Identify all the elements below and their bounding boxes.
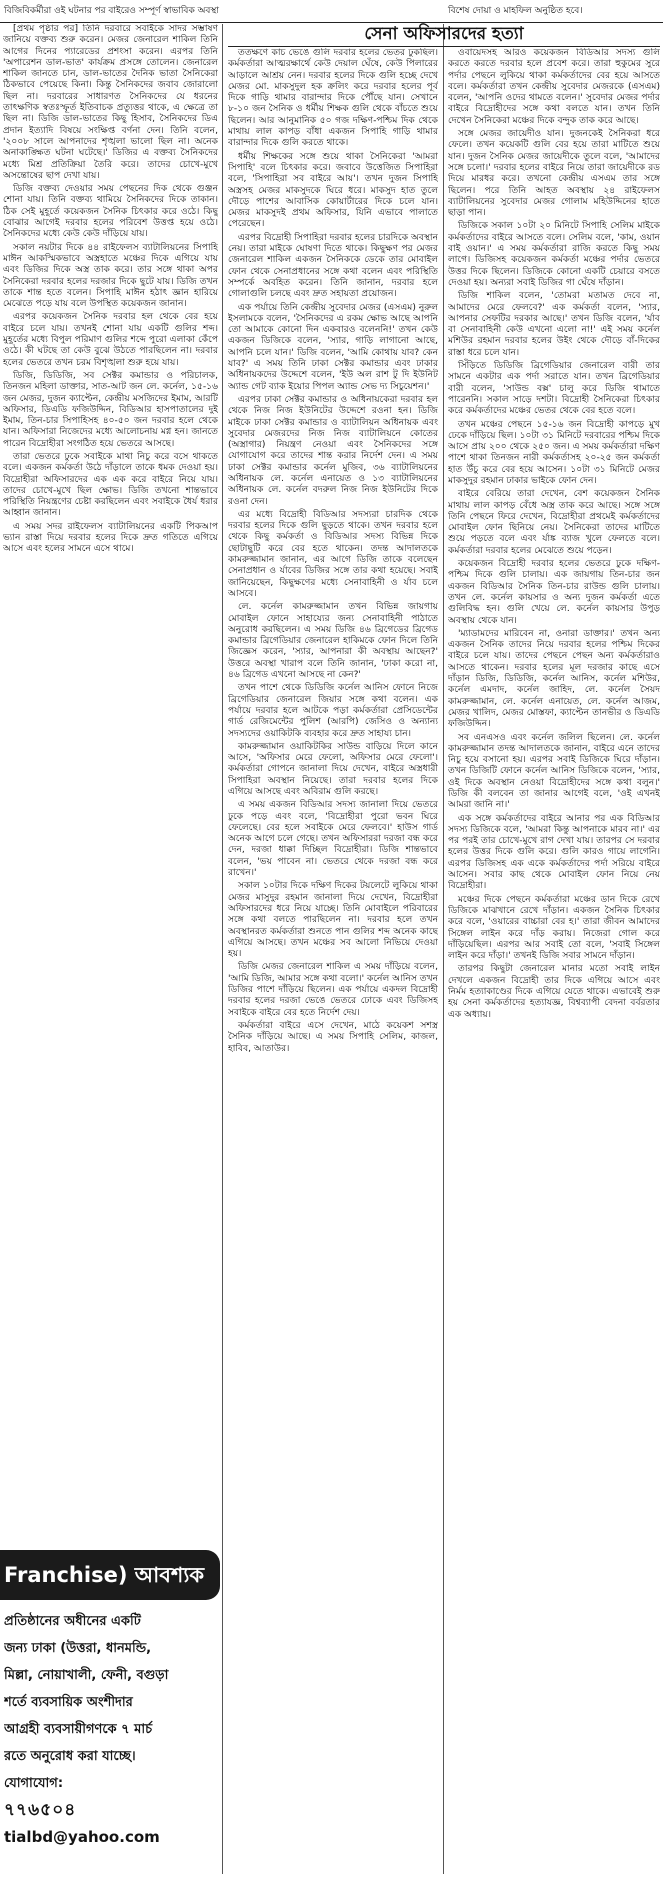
- paragraph: সকাল নয়টার দিকে ৪৪ রাইফেলস ব্যাটালিয়নের সিপাহি মাঈন আকস্মিকভাবে অস্ত্রহাতে মঞ্চের দিকে এগিয়ে যায় এবং ডিজির দিকে অস্ত্র তাক করে। তার সঙ্গে থাকা অপর সৈনিকেরা দরবার হলের দরজার দিকে ছুটে যায়। ডিজি তখন তাকে শান্ত হতে বলেন। সিপাহি মাঈন হঠাৎ জ্ঞান হারিয়ে মেঝেতে পড়ে যায় বলে উপস্থিত কয়েকজন জানান।: [3, 242, 218, 310]
- paragraph: কয়েকজন বিদ্রোহী দরবার হলের ভেতরে ঢুকে দক্ষিণ-পশ্চিম দিকে গুলি চালায়। এক জায়গায় তিন-চার জন একজন বিডিআর সৈনিক তিন-চার রাউন্ড গুলি চালায়। তখন লে. কর্নেল কায়সার ও অন্য দুজন কর্মকর্তা এতে গুলিবিদ্ধ হন। গুলি খেয়ে লে. কর্নেল কায়সার উপুড় অবস্থায় থেকে যান।: [448, 559, 660, 626]
- paragraph: সঙ্গে মেজর জায়েদীও যান। দুজনকেই সৈনিকরা ধরে ফেলে। তখন কয়েকটি গুলি বের হয়ে তারা মাটিতে শুয়ে যান। দুজন সৈনিক মেজর জায়েদীকে তুলে বলে, 'আমাদের সঙ্গে চলো।' দরবার হলের বাইরে নিয়ে তারা জায়েদীকে রড দিয়ে মারধর করে। তখনো কেন্দ্রীয় এসএম তার সঙ্গে ছিলেন। পরে তিনি আহত অবস্থায় ২৪ রাইফেলস ব্যাটালিয়নের সুবেদার মেজর গোলাম মহিউদ্দিনের হাতে ছাড়া পান।: [448, 129, 660, 219]
- paragraph: এ সময় একজন বিডিআর সদস্য জানালা দিয়ে ভেতরে ঢুকে পড়ে এবং বলে, 'বিদ্রোহীরা পুরো ভবন ঘিরে ফেলেছে। বের হলে সবাইকে মেরে ফেলবে।' হাউস গার্ড অনেক আগে চলে গেছে। তখন অফিসাররা দরজা বন্ধ করে দেন, দরজা ধাক্কা দিচ্ছিল বিদ্রোহীরা। ডিজি শান্তভাবে বলেন, 'ভয় পাবেন না। ভেতরে থেকে দরজা বন্ধ করে রাখেন।': [228, 800, 438, 879]
- paragraph: সকাল ১০টার দিকে দক্ষিণ দিকের টয়লেটে লুকিয়ে থাকা মেজর মাসুদুর রহমান জানালা দিয়ে দেখেন, বিদ্রোহীরা অফিসারদের ধরে নিয়ে যাচ্ছে। তিনি মোবাইলে পরিবারের সঙ্গে কথা বলতে পারছিলেন না। দরবার হলে তখন অবস্থানরত কর্মকর্তারা শুনতে পান গুলির শব্দ অনেক কাছে এগিয়ে আসছে। তখন মঞ্চের সব আলো নিভিয়ে দেওয়া হয়।: [228, 881, 438, 960]
- paragraph: 'ম্যাডামদের মারিবেন না, ওনারা ডাক্তার।' তখন অন্য একজন সৈনিক তাদের নিয়ে দরবার হলের পশ্চিম দিকের বাইরে চলে যায়। তাদের পেছনে পেছন অন্য কর্মকর্তারাও আসতে থাকেন। দরবার হলের মূল দরজার কাছে এসে দাঁড়ান ডিজি, ডিডিজি, কর্নেল আনিস, কর্নেল মশিউর, কর্নেল এমদাদ, কর্নেল জাহিদ, লে. কর্নেল সৈয়দ কামরুজ্জামান, লে. কর্নেল এনায়েত, লে. কর্নেল আজম, মেজর খালিদ, মেজর মোস্তফা, ক্যাপ্টেন তানভীর ও ডিএডি ফজিউদ্দিন।: [448, 628, 660, 730]
- paragraph: মঞ্চের দিকে পেছনে কর্মকর্তারা মঞ্চের ডান দিকে রেখে ডিজিকে মাঝখানে রেখে দাঁড়ান। একজন সৈনিক চিৎকার করে বলে, 'ওয়ারের বাচ্চারা বের হ।' তারা জীবন আমাদের সিঙ্গেল লাইন করে দাঁড় করায়। নিজেরা গোল করে দাঁড়িয়েছিল। এরপর আর সবাই তো বলে, 'সবাই সিঙ্গেল লাইন করে দাঁড়া।' তখনই ডিজি সবার সামনে দাঁড়ান।: [448, 894, 660, 962]
- paragraph: এ সময় সদর রাইফেলস ব্যাটালিয়নের একটি পিকআপ ভ্যান রাস্তা দিয়ে দরবার হলের দিকে দ্রুত গতিতে এগিয়ে আসে এবং হলের সামনে এসে থামে।: [3, 521, 218, 555]
- ad-phone-number: ৭৭৬৫০৪: [4, 1800, 77, 1820]
- paragraph: ওবায়েদসহ আরও কয়েকজন বিডিআর সদস্য গুলি করতে করতে দরবার হলে প্রবেশ করে। তারা হুকুমের সুরে পর্দার পেছনে লুকিয়ে থাকা কর্মকর্তাদের বের হয়ে আসতে বলে। কর্মকর্তারা তখন কেন্দ্রীয় সুবেদার মেজরকে (এসএম) বলেন, 'আপনি ওদের থামতে বলেন।' সুবেদার মেজর পর্দার বাইরে বিদ্রোহীদের সঙ্গে কথা বলতে যান। তখন তিনি দেখেন সৈনিকেরা মঞ্চের দিকে বন্দুক তাক করে আছে।: [448, 48, 660, 126]
- ad-email[interactable]: tialbd@yahoo.com: [4, 1828, 160, 1846]
- ad-banner: Franchise) আবশ্যক: [0, 1550, 220, 1600]
- paragraph: ডিজি বক্তব্য দেওয়ার সময় পেছনের দিক থেকে গুঞ্জন শোনা যায়। তিনি বক্তব্য থামিয়ে সৈনিকদের দিকে তাকান। ঠিক সেই মুহূর্তে কয়েকজন সৈনিক চিৎকার করে ওঠে। কিছু বোঝার আগেই দরবার হলের পরিবেশ উত্তপ্ত হয়ে ওঠে। সৈনিকদের মধ্যে কেউ কেউ দাঁড়িয়ে যায়।: [3, 184, 218, 240]
- franchise-advertisement: [0, 1550, 220, 1881]
- ad-line: রতে অনুরোধ করা যাচ্ছে।: [4, 1749, 136, 1764]
- paragraph: লে. কর্নেল কামরুজ্জামান তখন বিভিন্ন জায়গায় মোবাইল ফোনে সাহায্যের জন্য সেনাবাহিনী পাঠাতে অনুরোধ করছিলেন। এ সময় ডিজি ৪৬ ব্রিগেডের ব্রিগেড কমান্ডার ব্রিগেডিয়ার জেনারেল হাকিমকে ফোন দিলে তিনি জিজ্ঞেস করেন, 'স্যার, আপনারা কী অবস্থায় আছেন?' উত্তরে অবস্থা খারাপ বলে তিনি জানান, 'ঢাকা করো না, ৪৬ ব্রিগেড এখনো আসছে না কেন?': [228, 602, 438, 681]
- paragraph: এক সঙ্গে কর্মকর্তাদের বাইরে আনার পর এক বিডিআর সদস্য ডিজিকে বলে, 'আমরা কিন্তু আপনাকে মারব না।' এর পর পরই তার চোখে-মুখে রাগ দেখা যায়। তারপর সে দরবার হলের উত্তর দিকে গুলি করে। গুলি কারও গায়ে লাগেনি। এরপর ডিজিসহ এক একে কর্মকর্তাদের পর্দা সরিয়ে বাইরে আসেন। সবার কাছ থেকে মোবাইল ফোন নিয়ে নেয় বিদ্রোহীরা।: [448, 813, 660, 892]
- ad-line: শর্তে ব্যবসায়িক অংশীদার: [4, 1695, 133, 1710]
- paragraph: তখন পাশে থেকে ডিডিজি কর্নেল আনিস ফোনে নিজে ব্রিগেডিয়ার জেনারেল জিয়ার সঙ্গে কথা বলেন। এক পর্যায়ে দরবার হলে আটকে পড়া কর্মকর্তারা প্রেসিডেন্টের গার্ড রেজিমেন্টের পুলিশ (আরপি) জেসিও ও অন্যান্য সদস্যদের ওয়াকিটকি ব্যবহার করে দ্রুত সাহায্য চান।: [228, 683, 438, 739]
- paragraph: সিঁড়িতে ডিডিজি ব্রিগেডিয়ার জেনারেল বারী তার সামনে একটার এক পর্দা সরাতে যান। তখন ব্রিগেডিয়ার বারী বলেন, 'সাউন্ড বক্স' চালু করে ডিজি থামাতে পারেননি। সকাল সাড়ে দশটা। বিদ্রোহী সৈনিকেরা চিৎকার করে কর্মকর্তাদের মঞ্চের ভেতর থেকে বের হতে বলে।: [448, 361, 660, 417]
- paragraph: এরপর ঢাকা সেক্টর কমান্ডার ও অধিনায়কেরা দরবার হল থেকে নিজ নিজ ইউনিটের উদ্দেশে রওনা হন। ডিজি মাইকে ঢাকা সেক্টর কমান্ডার ও ব্যাটালিয়ন অধিনায়ক এবং সুবেদার মেজরদের নিজ নিজ ব্যাটালিয়নে কোতের (অস্ত্রাগার) নিয়ন্ত্রণ নেওয়া এবং সৈনিকদের সঙ্গে যোগাযোগ করে তাদের শান্ত করার নির্দেশ দেন। এ সময় ঢাকা সেক্টর কমান্ডার কর্নেল মুজিব, ৩৬ ব্যাটালিয়নের অধিনায়ক লে. কর্নেল এনায়েত ও ১৩ ব্যাটালিয়নের অধিনায়ক লে. কর্নেল বদরুল নিজ নিজ ইউনিটের দিকে রওনা দেন।: [228, 394, 438, 507]
- paragraph: কামরুজ্জামান ওয়াকিটকির সাউন্ড বাড়িয়ে দিলে কানে আসে, 'অফিসার মেরে ফেলো, অফিসার মেরে ফেলো'। কর্মকর্তারা গোপনে জানালা দিয়ে দেখেন, বাইরে অস্ত্রধারী সিপাহিরা অবস্থান নিয়েছে। তারা দরবার হলের দিকে এগিয়ে আসছে এবং অবিরাম গুলি করছে।: [228, 741, 438, 797]
- paragraph: তারপর কিছুটা জেনারেল মানার মতো সবাই লাইন দেখলে একজন বিদ্রোহী তার দিকে এগিয়ে আসে এবং নির্মম হত্যাকাণ্ডের দিকে এগিয়ে যেতে থাকে। এভাবেই শুরু হয় সেনা কর্মকর্তাদের হত্যাযজ্ঞ, বিশ্বব্যাপী বেদনা বর্বরতার এক অধ্যায়।: [448, 964, 660, 1020]
- article-column-3: [448, 48, 660, 1880]
- paragraph: বাইরে বেরিয়ে তারা দেখেন, বেশ কয়েকজন সৈনিক মাথায় লাল কাপড় বেঁধে অস্ত্র তাক করে আছে। সঙ্গে সঙ্গে তিনি পেছনে ফিরে দেখেন, বিদ্রোহীরা প্রথমেই কর্মকর্তাদের মোবাইল ফোন ছিনিয়ে নেয়। সৈনিকেরা তাদের মাটিতে শুয়ে পড়তে বলে এবং র্যাঙ্ক ব্যাজ খুলে ফেলতে বলে। কর্মকর্তারা দরবার হলের মেঝেতে শুয়ে পড়েন।: [448, 489, 660, 556]
- top-band: [0, 0, 663, 23]
- paragraph: কর্মকর্তারা বাইরে এসে দেখেন, মাঠে কয়েকশ সশস্ত্র সৈনিক দাঁড়িয়ে আছে। এ সময় সিপাহি সেলিম, কাজল, হাবিব, আতাউর।: [228, 1020, 438, 1054]
- ad-line: মিল্লা, নোয়াখালী, ফেনী, বগুড়া: [4, 1668, 169, 1683]
- paragraph: সব এনএসও এবং কর্নেল জলিল ছিলেন। লে. কর্নেল কামরুজ্জামান তদন্ত আদালতকে জানান, বাইরে এনে তাদের নিচু হয়ে বসানো হয়। এরপর সবাই ডিজিকে ঘিরে দাঁড়ান। তখন ডিজিটি ফোনে কর্নেল আনিস ডিজিকে বলেন, 'স্যার, ওই দিকে অবস্থান নেওয়া বিদ্রোহীদের সঙ্গে কথা বলুন।' ডিজি কী বলবেন তা জানার আগেই বলে, 'ওই এখনই আমরা জানি না।': [448, 732, 660, 811]
- paragraph: তারা ভেতরে ঢুকে সবাইকে মাথা নিচু করে বসে থাকতে বলে। একজন কর্মকর্তা উঠে দাঁড়ালে তাকে ধমক দেওয়া হয়। বিদ্রোহীরা অফিসারদের এক এক করে বাইরে নিয়ে যায়। তাদের চোখে-মুখে ছিল ক্ষোভ। ডিজি তখনো শান্তভাবে পরিস্থিতি নিয়ন্ত্রণের চেষ্টা করছিলেন এবং সবাইকে ধৈর্য ধরার আহ্বান জানান।: [3, 451, 218, 519]
- column-rule: [443, 24, 444, 1874]
- paragraph: তখন মঞ্চের পেছনে ১৫-১৬ জন বিদ্রোহী কাপড়ে মুখ ঢেকে দাঁড়িয়ে ছিল। ১০টা ৩১ মিনিটে দরবারের পশ্চিম দিকে আসে প্রায় ২০০ থেকে ২৫০ জন। এ সময় কর্মকর্তারা দক্ষিণ পাশে থাকা তিনজন নারী কর্মকর্তাসহ ২০-২৫ জন কর্মকর্তা হাত উঁচু করে বের হয়ে আসেন। ১০টা ৩১ মিনিটে মেজর মাকসুদুর রহমান ঢাকার ভাইকে ফোন দেন।: [448, 419, 660, 486]
- ad-body: [4, 1608, 218, 1851]
- paragraph: এক পর্যায়ে তিনি কেন্দ্রীয় সুবেদার মেজর (এসএম) নুরুল ইসলামকে বলেন, 'সৈনিকদের এ রকম ক্ষোভ আছে আপনি তো আমাকে কোনো দিন একবারও বলেননি!' তখন কেউ একজন ডিজিকে বলেন, 'স্যার, গাড়ি লাগানো আছে, আপনি চলে যান।' ডিজি বলেন, 'আমি কোথায় যাব? কেন যাব?' এ সময় তিনি ঢাকা সেক্টর কমান্ডার এবং ঢাকার অধিনায়কদের উদ্দেশে বলেন, 'ইউ অল রাশ টু দি ইউনিট অ্যান্ড গেট ব্যাক ইয়োর পিপল অ্যান্ড সেভ দ্য সিচুয়েশন।': [228, 302, 438, 392]
- top-band-right-text: বিশেষ দোয়া ও মাহফিল অনুষ্ঠিত হবে।: [448, 6, 583, 16]
- paragraph: ততক্ষণে কাচ ভেঙে গুলি দরবার হলের ভেতর ঢুকছিল। কর্মকর্তারা আত্মরক্ষার্থে কেউ দেয়াল ঘেঁষে, কেউ পিলারের আড়ালে আশ্রয় নেন। দরবার হলের দিকে গুলি হচ্ছে দেখে মেজর মো. মাকসুদুল হক ক্রলিং করে দরবার হলের পূর্ব দিকে গাড়ি থামার বারান্দার দিকে পৌঁছে যান। সেখানে ৮-১০ জন সৈনিক ও ধর্মীয় শিক্ষক গুলি থেকে বাঁচতে শুয়ে ছিলেন। আর আনুমানিক ৫০ গজ দক্ষিণ-পশ্চিম দিক থেকে মাথায় লাল কাপড় বাঁধা একজন সিপাহি গাড়ি থামার বারান্দার দিকে গুলি করতে থাকে।: [228, 48, 438, 149]
- paragraph: ডিজি মেজর জেনারেল শাকিল এ সময় দাঁড়িয়ে বলেন, 'আমি ডিজি, আমার সঙ্গে কথা বলো।' কর্নেল আনিস তখন ডিজির পাশে দাঁড়িয়ে ছিলেন। এক পর্যায়ে একদল বিদ্রোহী দরবার হলের দরজা ভেঙে ভেতরে ঢোকে এবং ডিজিসহ সবাইকে বাইরে বের হতে নির্দেশ দেয়।: [228, 962, 438, 1018]
- paragraph: ডিজি শাকিল বলেন, 'তোমরা মতামত দেবে না, আমাদের মেরে ফেলবে?' এক কর্মকর্তা বলেন, 'স্যার, আপনার সেফটির দরকার আছে।' তখন ডিজি বলেন, 'র্যাব বা সেনাবাহিনী কেউ এখনো এলো না!' এই সময় কর্নেল মশিউর রহমান দরবার হলের উইং থেকে দৌড়ে বাঁ-দিকের রাস্তা ধরে চলে যান।: [448, 291, 660, 358]
- paragraph: ডিজি, ডিডিজি, সব সেক্টর কমান্ডার ও পরিচালক, তিনজন মহিলা ডাক্তার, সাত-আট জন লে. কর্নেল, ১৫-১৬ জন মেজর, দুজন ক্যাপ্টেন, কেন্দ্রীয় মসজিদের ইমাম, আরটি অফিসার, ডিএডি ফজিউদ্দিন, বিডিআর হাসপাতালের দুই ইমাম, তিন-চার সিপাহিসহ ৪০-৫০ জন দরবার হলে থেকে যান। অফিসারা নিজেদের মধ্যে আলোচনায় মগ্ন হন। জানতে পারেন বিদ্রোহীরা সংগঠিত হয়ে ভেতরে আসছে।: [3, 370, 218, 449]
- paragraph: এরপর কয়েকজন সৈনিক দরবার হল থেকে বের হয়ে বাইরে চলে যায়। তখনই শোনা যায় একটি গুলির শব্দ। মুহূর্তের মধ্যে বিপুল পরিমাণ গুলির শব্দে পুরো এলাকা কেঁপে ওঠে। কী ঘটছে তা কেউ বুঝে উঠতে পারছিলেন না। দরবার হলের ভেতরে তখন চরম বিশৃঙ্খলা শুরু হয়ে যায়।: [3, 312, 218, 368]
- paragraph: এর মধ্যে বিদ্রোহী বিডিআর সদস্যরা চারদিক থেকে দরবার হলের দিকে গুলি ছুড়তে থাকে। তখন দরবার হলে থেকে কিছু কর্মকর্তা ও বিডিআর সদস্য বিভিন্ন দিকে ছোটাছুটি করে বের হতে থাকেন। তদন্ত আদালতকে কামরুজ্জামান জানান, এর আগে ডিজি তাকে বলেছেন সেনাপ্রধান ও র্যাবের ডিজির সঙ্গে তার কথা হয়েছে। সবাই জানিয়েছেন, কিছুক্ষণের মধ্যে সেনাবাহিনী ও র্যাব চলে আসবে।: [228, 509, 438, 599]
- paragraph: ধর্মীয় শিক্ষকের সঙ্গে শুয়ে থাকা সৈনিকেরা 'আমরা সিপাহি' বলে চিৎকার করে। জবাবে উত্তেজিত সিপাহিরা বলে, 'সিপাহিরা সব বাইরে আয়'। তখন দুজন সিপাহি অস্ত্রসহ মেজর মাকসুদকে ঘিরে ধরে। মাকসুদ হাত তুলে দৌড়ে পাশের আবাসিক কোয়ার্টারের দিকে চলে যান। মেজর মাকসুদই প্রথম অফিসার, যিনি এভাবে পালাতে পেরেছেন।: [228, 151, 438, 230]
- paragraph: [প্রথম পৃষ্ঠার পর] তিনি দরবারে সবাইকে সাদর সম্ভাষণ জানিয়ে বক্তব্য শুরু করেন। মেজর জেনারেল শাকিল তিনি আগের দিনের প্যারেডের প্রশংসা করেন। এরপর তিনি 'অপারেশন ডাল-ভাত' কার্যক্রম প্রসঙ্গে তোলেন। জেনারেল শাকিল জানতে চান, ডাল-ভাতের দৈনিক ভাতা সৈনিকেরা ঠিকভাবে পেয়েছে কিনা। কিন্তু সৈনিকদের জবাব জোরালো ছিল না। দরবারের সাধারণত সৈনিকদের যে ধরনের তাৎক্ষণিক স্বতঃস্ফূর্ত ইতিবাচক প্রত্যুত্তর থাকে, এ ক্ষেত্রে তা ছিল না। ডিজি ডাল-ভাতের কিছু হিসাব, সৈনিকদের ডিএ প্রদান ইত্যাদি বিষয়ে সংক্ষিপ্ত বর্ণনা দেন। তিনি বলেন, '২০০৮ সালে আপনাদের শৃঙ্খলা ভালো ছিল না। অনেক অনাকাঙ্ক্ষিত ঘটনা ঘটেছে।' ডিজির এ বক্তব্য সৈনিকদের মধ্যে মিশ্র প্রতিক্রিয়া তৈরি করে। তাদের চোখে-মুখে অসন্তোষের ছাপ দেখা যায়।: [3, 24, 218, 181]
- article-column-1: [3, 24, 218, 1544]
- ad-line: প্রতিষ্ঠানের অধীনের একটি: [4, 1614, 141, 1629]
- ad-line: যোগাযোগ:: [4, 1776, 64, 1791]
- column-rule: [222, 24, 223, 1874]
- top-band-left-text: বিজিবিকর্মীরা ওই ঘটনার পর বাইরেও সম্পূর্ণ স্বাভাবিক অবস্থা: [4, 6, 219, 16]
- paragraph: এরপর বিদ্রোহী সিপাহিরা দরবার হলের চারদিকে অবস্থান নেয়। তারা মাইকে ঘোষণা দিতে থাকে। কিছুক্ষণ পর মেজর জেনারেল শাকিল একজন সৈনিককে ডেকে তার মোবাইল ফোন থেকে সেনাপ্রধানের সঙ্গে কথা বলেন এবং পরিস্থিতি সম্পর্কে অবহিত করেন। তিনি জানান, দরবার হলে গোলাগুলি চলছে এবং দ্রুত সহায়তা প্রয়োজন।: [228, 232, 438, 300]
- ad-line: আগ্রহী ব্যবসায়ীগণকে ৭ মার্চ: [4, 1722, 153, 1737]
- article-column-2: [228, 48, 438, 1880]
- ad-line: জন্য ঢাকা (উত্তরা, ধানমন্ডি,: [4, 1641, 152, 1656]
- paragraph: ডিজিকে সকাল ১০টা ২০ মিনিটে সিপাহি সেলিম মাইকে কর্মকর্তাদের বাইরে আসতে বলে। সেলিম বলে, 'কাম, ওয়ান বাই ওয়ান।' এ সময় কর্মকর্তারা রাজি করতে কিছু সময় লাগে। ডিজিসহ কয়েকজন কর্মকর্তা মঞ্চের পর্দার ভেতরে উত্তর দিকে ছিলেন। ডিজিকে কোনো একটি চেয়ারে বসতে দেওয়া হয়। অন্যরা সবাই ডিজির গা ঘেঁষে দাঁড়ান।: [448, 221, 660, 288]
- article-headline: সেনা অফিসারদের হত্যা: [228, 22, 660, 47]
